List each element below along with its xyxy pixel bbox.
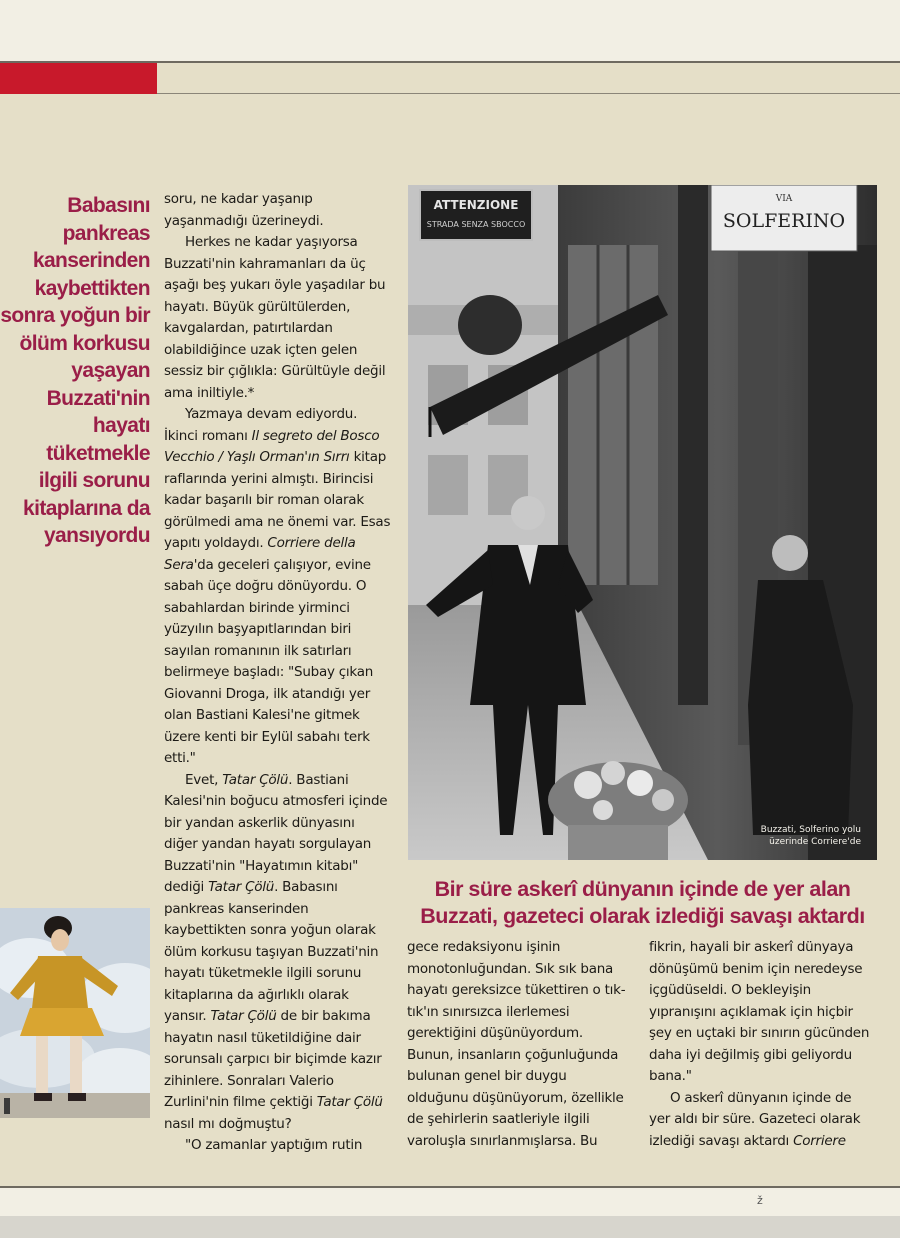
text-run: yapıtı yoldaydı.	[164, 535, 268, 551]
sign-text: ATTENZIONE	[433, 198, 519, 212]
body-column-3	[649, 937, 879, 1152]
text-line: pankreas kanserinden	[164, 900, 309, 917]
text-line: fikrin, hayali bir askerî dünyaya	[649, 939, 854, 955]
text-line: sessiz bir çığlıkla: Gürültüyle değil	[164, 363, 386, 379]
text-line: hayatı tüketmekle ilgili sorunu	[164, 965, 362, 981]
text-line: varoluşla sınırlanmışlarsa. Bu	[407, 1132, 598, 1149]
text-line: raflarında yerini almıştı. Birincisi	[164, 470, 374, 487]
text-run: İkinci romanı	[164, 427, 252, 444]
text-line: "O zamanlar yaptığım rutin	[185, 1137, 363, 1153]
text-line: dönüşümü benim için neredeyse	[649, 960, 863, 977]
text-line: diğer yandan hayatı sorgulayan	[164, 836, 372, 852]
bottom-rule	[0, 1186, 900, 1188]
text-line: Buzzati'nin kahramanları da üç	[164, 255, 366, 272]
text-line	[164, 555, 394, 577]
illustration-art	[0, 908, 150, 1118]
section-heading	[408, 876, 877, 930]
text-run: izlediği savaşı aktardı	[649, 1132, 794, 1149]
text-run: de bir bakıma	[276, 1008, 371, 1024]
film-poster-illustration	[0, 908, 150, 1118]
book-title: Vecchio / Yaşlı Orman'ın Sırrı	[164, 449, 350, 465]
text-line: soru, ne kadar yaşanıp	[164, 191, 313, 207]
bottom-strip	[0, 1216, 900, 1238]
newspaper-title: Corriere	[793, 1132, 846, 1149]
caption-line: üzerinde Corriere'de	[769, 837, 861, 847]
sign-text: VIA	[775, 194, 793, 204]
book-title: Il segreto del Bosco	[251, 427, 380, 444]
text-run: 'da geceleri çalışıyor, evine	[193, 556, 371, 573]
body-column-2	[407, 937, 629, 1152]
heading-line: Bir süre askerî dünyanın içinde de yer alan	[434, 877, 851, 901]
text-line: olabildiğince uzak içten gelen	[164, 341, 358, 358]
pull-quote-line: ölüm korkusu	[19, 331, 150, 355]
sign-text: SOLFERINO	[722, 210, 846, 232]
text-line: olduğunu düşünüyorum, özellikle	[407, 1089, 624, 1106]
pull-quote-line: kitaplarına da	[23, 496, 150, 520]
text-line: hayatın nasıl tüketildiğine dair	[164, 1029, 361, 1046]
text-line: Herkes ne kadar yaşıyorsa	[185, 234, 358, 250]
pull-quote-line: tüketmekle	[46, 441, 150, 465]
heading-line: Buzzati, gazeteci olarak izlediği savaşı aktardı	[420, 904, 865, 928]
text-line: olan Bastiani Kalesi'ne gitmek	[164, 707, 360, 723]
pull-quote-line: Buzzati'nin	[46, 386, 150, 410]
text-line: nasıl mı doğmuştu?	[164, 1115, 292, 1132]
text-line	[649, 1131, 879, 1153]
text-line: gerektiğini düşünüyordum.	[407, 1025, 583, 1041]
text-line: ama iniltiyle.*	[164, 384, 255, 401]
body-column-1	[164, 189, 394, 1157]
text-line: daha iyi değilmiş gibi geliyordu	[649, 1046, 852, 1063]
text-line	[164, 533, 394, 555]
text-run: yansır.	[164, 1008, 211, 1024]
text-line: ölüm korkusu taşıyan Buzzati'nin	[164, 943, 379, 960]
text-run: . Babasını	[274, 879, 338, 895]
text-line: sayılan romanının ilk satırları	[164, 642, 352, 659]
text-line: etti."	[164, 750, 196, 766]
photo-illustration	[408, 185, 877, 860]
text-line: bir yandan askerlik dünyasını	[164, 814, 355, 831]
page-number: ž	[757, 1194, 763, 1207]
text-line: kadar başarılı bir roman olarak	[164, 492, 364, 508]
text-line: Bunun, insanların çoğunluğunda	[407, 1046, 619, 1063]
book-title: Tatar Çölü	[210, 1008, 277, 1024]
text-line: içgüdüseldi. O bekleyişin	[649, 982, 811, 998]
text-run: Zurlini'nin filme çektiği	[164, 1094, 317, 1110]
pull-quote-line: ilgili sorunu	[38, 469, 150, 492]
text-line: kitaplarına da ağırlıklı olarak	[164, 986, 349, 1003]
text-line	[164, 426, 394, 448]
text-line: belirmeye başladı: "Subay çıkan	[164, 664, 374, 680]
text-line: aşağı beş yukarı öyle yaşadılar bu	[164, 277, 386, 293]
text-line	[164, 770, 394, 792]
header-rule	[157, 93, 900, 94]
text-line: Yazmaya devam ediyordu.	[185, 406, 358, 422]
newspaper-title: Corriere della	[267, 535, 356, 551]
book-title: Tatar Çölü	[208, 879, 275, 895]
text-line: yıpranışını açıklamak için hiçbir	[649, 1003, 853, 1020]
text-line: şey en uçtaki bir sınırın gücünden	[649, 1025, 870, 1041]
pull-quote-line: sonra yoğun bir	[0, 304, 150, 327]
text-line: yüzyılın başyapıtlarından biri	[164, 621, 352, 637]
pull-quote-line: kanserinden	[32, 249, 150, 272]
pull-quote-line: pankreas	[62, 221, 150, 245]
text-run: Evet,	[185, 771, 223, 788]
text-line: monotonluğundan. Sık sık bana	[407, 960, 614, 977]
newspaper-title: Sera	[164, 556, 194, 573]
text-line: Kalesi'nin boğucu atmosferi içinde	[164, 793, 388, 809]
text-run: kitap	[349, 449, 387, 465]
text-line	[164, 877, 394, 899]
text-line: hayatı. Büyük gürültülerden,	[164, 298, 351, 315]
pull-quote-line: yaşayan	[71, 359, 150, 382]
pull-quote	[0, 192, 150, 550]
text-line: zihinlere. Sonraları Valerio	[164, 1072, 334, 1089]
text-line: üzere kenti bir Eylül sabahı terk	[164, 728, 370, 745]
text-line: gece redaksiyonu işinin	[407, 939, 561, 955]
text-line: kavgalardan, patırtılardan	[164, 320, 333, 336]
text-line: tık'ın sınırsızca ilerlemesi	[407, 1003, 570, 1020]
text-line: Giovanni Droga, ilk atandığı yer	[164, 685, 371, 702]
text-line: O askerî dünyanın içinde de	[670, 1089, 852, 1106]
text-line	[164, 447, 394, 469]
text-line: de şehirlerin saatleriyle ilgili	[407, 1111, 590, 1127]
text-line: kaybettikten sonra yoğun olarak	[164, 922, 376, 938]
pull-quote-line: hayatı	[92, 414, 150, 437]
book-title: Tatar Çölü	[222, 771, 289, 788]
section-color-bar	[0, 63, 157, 94]
text-line: yaşanmadığı üzerineydi.	[164, 212, 324, 229]
photo-caption	[761, 824, 861, 848]
text-line: yer aldı bir süre. Gazeteci olarak	[649, 1111, 861, 1127]
text-line: sabahlardan birinde yirminci	[164, 599, 350, 616]
text-line: bana."	[649, 1068, 692, 1084]
pull-quote-line: yansıyordu	[43, 524, 150, 547]
text-line: sorunsalı çarpıcı bir biçimde kazır	[164, 1051, 382, 1067]
street-photo	[408, 185, 877, 860]
sign-text: STRADA SENZA SBOCCO	[426, 220, 526, 229]
text-run: . Bastiani	[288, 771, 349, 788]
text-line	[164, 1092, 394, 1114]
pull-quote-line: Babasını	[67, 194, 150, 217]
text-line	[164, 1006, 394, 1028]
text-line: görülmedi ama ne önemi var. Esas	[164, 513, 391, 530]
pull-quote-line: kaybettikten	[34, 276, 150, 300]
text-line: Buzzati'nin "Hayatımın kitabı"	[164, 857, 359, 874]
caption-line: Buzzati, Solferino yolu	[760, 825, 861, 835]
book-title: Tatar Çölü	[316, 1094, 383, 1110]
text-line: bulunan genel bir duygu	[407, 1068, 567, 1084]
text-line: sabah üçe doğru dönüyordu. O	[164, 578, 367, 594]
text-run: dediği	[164, 879, 209, 895]
text-line: hayatı gereksizce tükettiren o tık-	[407, 982, 626, 998]
